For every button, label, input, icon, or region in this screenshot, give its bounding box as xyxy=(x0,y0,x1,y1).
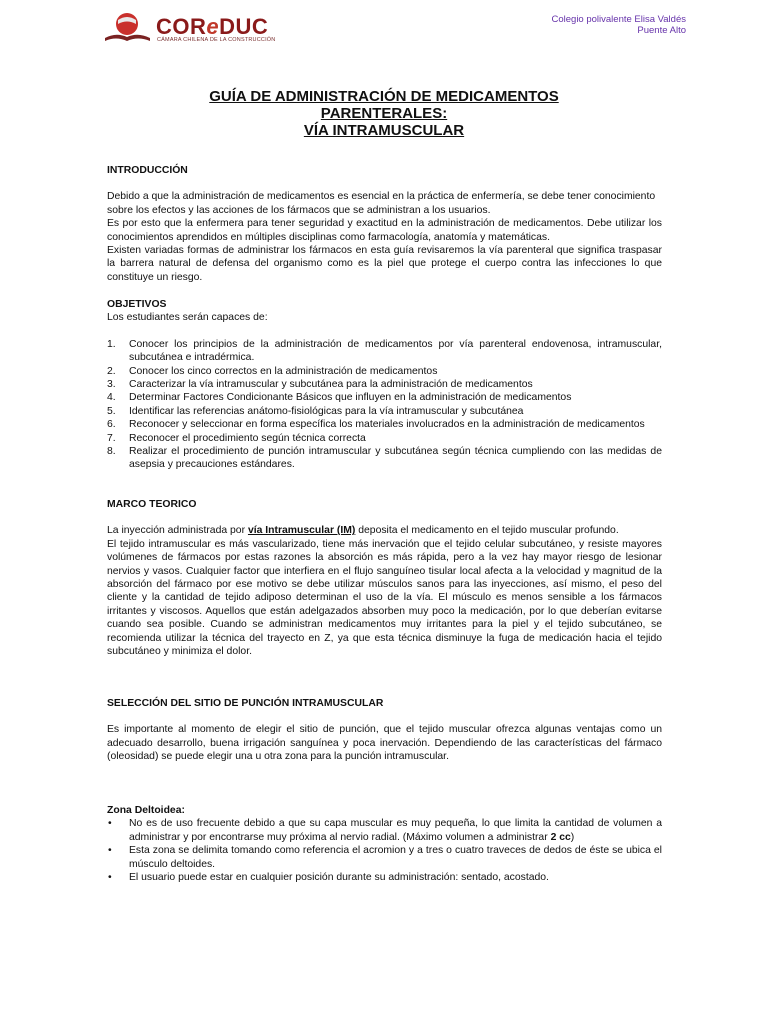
title-line: GUÍA DE ADMINISTRACIÓN DE MEDICAMENTOS xyxy=(209,88,559,105)
volume-value: 2 cc xyxy=(550,831,571,843)
bullet-icon: • xyxy=(108,872,112,884)
section-heading: INTRODUCCIÓN xyxy=(107,165,188,176)
item-number: 6. xyxy=(107,419,116,431)
bullet-icon: • xyxy=(108,845,112,857)
objectives-lead: Los estudiantes serán capaces de: xyxy=(107,312,268,324)
list-item xyxy=(107,418,662,431)
item-number: 3. xyxy=(107,379,116,391)
text-run: ) xyxy=(570,831,575,843)
school-location: Puente Alto xyxy=(637,25,686,36)
list-item xyxy=(107,871,662,884)
list-item xyxy=(107,338,662,365)
text-run: No es de uso frecuente debido a que su capa muscular es muy pequeña, lo que limita la cantidad de volumen a administrar y por encontrarse muy próxima al nervio radial. (Máximo volumen a administrar xyxy=(129,818,662,843)
bullet-icon: • xyxy=(108,818,112,830)
deltoidea-list xyxy=(107,817,662,884)
item-text: Identificar las referencias anátomo-fisiológicas para la vía intramuscular y subcutánea xyxy=(129,405,524,417)
text-run: La inyección administrada por xyxy=(107,525,248,537)
list-item xyxy=(107,405,662,418)
paragraph xyxy=(107,524,662,537)
document-title xyxy=(106,88,662,139)
item-number: 2. xyxy=(107,365,116,377)
item-number: 7. xyxy=(107,432,116,444)
logo-word-part: COR xyxy=(156,14,207,39)
logo-subtitle: CÁMARA CHILENA DE LA CONSTRUCCIÓN xyxy=(157,37,276,43)
item-text: Caracterizar la vía intramuscular y subcutánea para la administración de medicamentos xyxy=(129,379,533,391)
item-text: Determinar Factores Condicionante Básicos que influyen en la administración de medicamentos xyxy=(129,392,572,404)
objectives-list xyxy=(107,338,662,472)
item-number: 5. xyxy=(107,405,116,417)
item-text: Reconocer el procedimiento según técnica correcta xyxy=(129,432,366,444)
paragraph: Es por esto que la enfermera para tener seguridad y exactitud en la administración de medicamentos. Debe utilizar los conocimientos aprendidos en múltiples disciplinas como farmacología, anatomía y matemáticas. xyxy=(107,218,662,243)
route-term: vía Intramuscular (IM) xyxy=(247,525,356,537)
objectives-section xyxy=(107,298,662,472)
item-text: Conocer los principios de la administración de medicamentos por vía parenteral endovenosa, intramuscular, subcutánea e intradérmica. xyxy=(129,338,662,364)
logo-word-e: e xyxy=(206,14,220,39)
coreduc-logo xyxy=(102,10,282,46)
intro-section xyxy=(107,164,662,284)
list-item xyxy=(107,817,662,844)
section-heading: SELECCIÓN DEL SITIO DE PUNCIÓN INTRAMUSCULAR xyxy=(107,698,384,709)
section-heading: MARCO TEORICO xyxy=(107,499,197,510)
item-number: 4. xyxy=(107,392,116,404)
section-heading: Zona Deltoidea: xyxy=(107,805,185,816)
list-item xyxy=(107,445,662,472)
section-heading: OBJETIVOS xyxy=(107,299,167,310)
list-item xyxy=(107,432,662,445)
marco-section xyxy=(107,498,662,658)
item-text: Conocer los cinco correctos en la administración de medicamentos xyxy=(129,365,438,377)
item-text: Realizar el procedimiento de punción intramuscular y subcutánea según técnica cumpliendo con las medidas de asepsia y precauciones estándares. xyxy=(129,446,662,471)
list-item xyxy=(107,365,662,378)
paragraph: Es importante al momento de elegir el sitio de punción, que el tejido muscular ofrezca algunas ventajas como un adecuado desarrollo, buena irrigación sanguínea y poca inervación. Dependiendo de las características del fármaco (oleosidad) se puede elegir una u otra zona para la punción intramuscular. xyxy=(107,724,662,763)
paragraph: Debido a que la administración de medicamentos es esencial en la práctica de enfermería, se debe tener conocimiento sobre los efectos y las acciones de los fármacos que se administran a los usuarios. xyxy=(107,191,656,216)
school-name xyxy=(552,14,687,36)
deltoidea-section xyxy=(107,804,662,884)
logo-word-part: DUC xyxy=(219,14,269,39)
paragraph: Existen variadas formas de administrar los fármacos en esta guía revisaremos la vía parenteral que significa traspasar la barrera natural de defensa del organismo como es la piel que protege el cuerpo contra las infecciones lo que constituye un riesgo. xyxy=(107,245,662,283)
title-line: PARENTERALES: xyxy=(320,105,448,122)
list-item xyxy=(107,378,662,391)
list-item xyxy=(107,844,662,871)
list-item xyxy=(107,391,662,404)
logo-emblem-icon xyxy=(102,10,156,46)
school-line: Colegio polivalente Elisa Valdés xyxy=(551,14,686,25)
text-run: deposita el medicamento en el tejido muscular profundo. xyxy=(355,525,619,537)
item-text: Esta zona se delimita tomando como referencia el acromion y a tres o cuatro traveces de dedos de éste se ubica el músculo deltoides. xyxy=(129,845,662,870)
seleccion-section xyxy=(107,697,662,764)
paragraph: El tejido intramuscular es más vascularizado, tiene más inervación que el tejido celular subcutáneo, y resiste mayores volúmenes de fármacos por estas razones la absorción es más rápida, pero a la vez hay mayor riesgo de lesionar nervios y vasos. Cualquier factor que interfiera en el flujo sanguíneo tisular local afecta a la velocidad y magnitud de la absorción del fármaco por ese motivo se debe utilizar músculos sanos para las inyecciones, así mismo, el peso del cliente y la cantidad de tejido adiposo determinan el uso de la vía. El músculo es menos sensible a los fármacos irritantes y viscosos. Aquellos que están adelgazados absorben muy poco la medicación, por lo que deberían evitarse cuando sea posible. Cuando se administran medicamentos muy irritantes para la piel y el tejido subcutáneo, se recomienda utilizar la técnica del trayecto en Z, ya que esta técnica disminuye la fuga de medicación hacia el tejido subcutáneo y minimiza el dolor. xyxy=(107,538,662,658)
item-number: 1. xyxy=(107,338,116,350)
item-text: Reconocer y seleccionar en forma específica los materiales involucrados en la administración de medicamentos xyxy=(129,419,645,431)
item-number: 8. xyxy=(107,446,116,458)
item-text: El usuario puede estar en cualquier posición durante su administración: sentado, acostado. xyxy=(129,872,549,884)
title-line: VÍA INTRAMUSCULAR xyxy=(303,122,465,139)
